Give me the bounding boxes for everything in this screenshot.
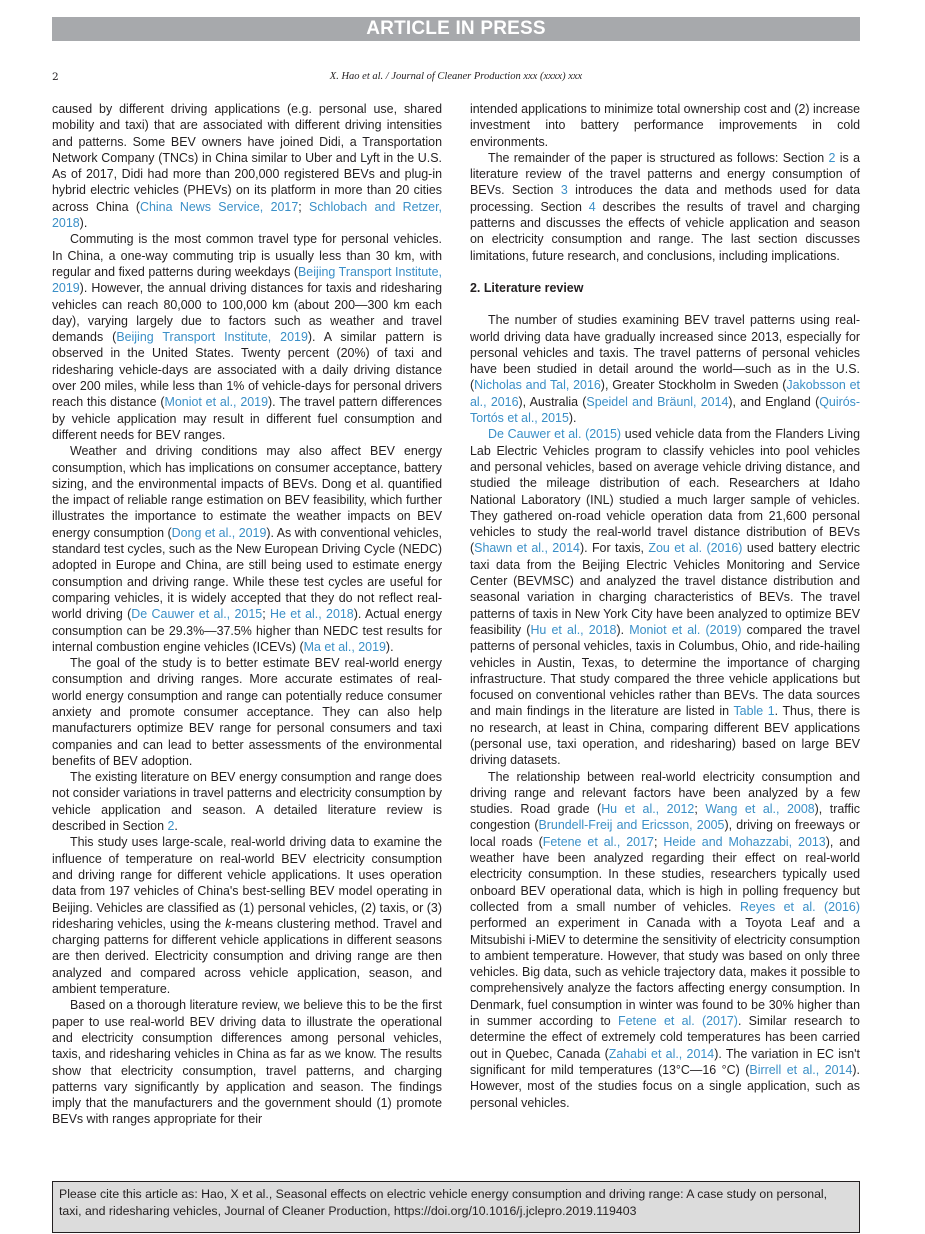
- citation-link[interactable]: Wang et al., 2008: [705, 802, 815, 817]
- paragraph: Based on a thorough literature review, we believe this to be the first paper to use real-world BEV driving data to illustrate the operational and electricity consumption differences among personal vehicles, taxis, and ridesharing vehicles in China as far as we know. The results show that electricity consumption, travel patterns, and charging patterns vary significantly by application and season. The findings imply that the manufacturers and the government should (1) promote BEVs with ranges appropriate for their: [52, 998, 442, 1127]
- citation-link[interactable]: China News Service, 2017: [139, 199, 299, 214]
- citation-link[interactable]: Beijing Transport Institute, 2019: [52, 264, 443, 296]
- citation-link[interactable]: He et al., 2018: [270, 607, 354, 622]
- paragraph: The remainder of the paper is structured as follows: Section 2 is a literature review of the travel patterns and energy consumption of BEVs. Section 3 introduces the data and methods used for data processing. Section 4 describes the results of travel and charging patterns and discusses the effects of vehicle application and season on electricity consumption and range. The last section discusses limitations, future research, and conclusions, including implications.: [470, 150, 861, 263]
- citation-link[interactable]: De Cauwer et al. (2015): [488, 427, 622, 442]
- paragraph: This study uses large-scale, real-world driving data to examine the influence of temperature on real-world BEV electricity consumption and driving range for different vehicle applications. It uses operation data from 197 vehicles of China's best-selling BEV model operating in Beijing. Vehicles are classified as (1) personal vehicles, (2) taxis, or (3) ridesharing vehicles, using the k-means clustering method. Travel and charging patterns for different vehicle applications in different seasons are then derived. Electricity consumption and driving range are then analyzed and compared across vehicle application, season, and ambient temperature.: [52, 835, 442, 997]
- citation-link[interactable]: Hu et al., 2012: [601, 802, 695, 817]
- section-link[interactable]: 3: [560, 183, 568, 198]
- citation-link[interactable]: De Cauwer et al., 2015: [131, 607, 263, 622]
- citation-link[interactable]: Beijing Transport Institute, 2019: [116, 330, 308, 345]
- paragraph: The relationship between real-world electricity consumption and driving range and relevant factors have been analyzed by a few studies. Road grade (Hu et al., 2012; Wang et al., 2008), traffic congestion (Brundell-Freij and Ericsson, 2005), driving on freeways or local roads (Fetene et al., 2017; Heide and Mohazzabi, 2013), and weather have been analyzed regarding their effect on real-world electricity consumption. In these studies, researchers typically used onboard BEV operational data, which is high in polling frequency but collected from a small number of vehicles. Reyes et al. (2016) performed an experiment in Canada with a Toyota Leaf and a Mitsubishi i-MiEV to determine the sensitivity of electricity consumption to ambient temperature. However, that study was based on only three vehicles. Big data, such as vehicle trajectory data, makes it possible to comprehensively analyze the factors affecting energy consumption. In Denmark, fuel consumption in winter was found to be 30% higher than in summer according to Fetene et al. (2017). Similar research to determine the effect of extremely cold temperatures has been carried out in Quebec, Canada (Zahabi et al., 2014). The variation in EC isn't significant for mild temperatures (13°C—16 °C) (Birrell et al., 2014). However, most of the studies focus on a single application, such as personal vehicles.: [470, 769, 861, 1110]
- section-link[interactable]: 2: [167, 819, 175, 834]
- table-link[interactable]: Table 1: [733, 704, 775, 719]
- citation-link[interactable]: Moniot et al., 2019: [164, 395, 269, 410]
- citation-link[interactable]: Moniot et al. (2019): [629, 622, 742, 637]
- citation-link[interactable]: Brundell-Freij and Ericsson, 2005: [538, 818, 725, 833]
- citation-link[interactable]: Jakobsson et al., 2016: [470, 378, 861, 409]
- citation-link[interactable]: Heide and Mohazzabi, 2013: [663, 834, 826, 849]
- citation-link[interactable]: Dong et al., 2019: [171, 525, 267, 540]
- running-head: [52, 71, 860, 89]
- citation-link[interactable]: Birrell et al., 2014: [749, 1062, 853, 1077]
- paragraph: Commuting is the most common travel type for personal vehicles. In China, a one-way commuting trip is usually less than 30 km, with regular and fixed patterns during weekdays (Beijing Transport Institute, 2019). However, the annual driving distances for taxis and ridesharing vehicles can reach 80,000 to 100,000 km (about 200—300 km each day), varying largely due to factors such as weather and travel demands (Beijing Transport Institute, 2019). A similar pattern is observed in the United States. Twenty percent (20%) of taxi and ridesharing vehicle-days are associated with a daily driving distance over 200 miles, while less than 1% of vehicle-days for personal drivers reach this distance (Moniot et al., 2019). The travel pattern differences by vehicle application may result in different fuel consumption and different needs for BEV ranges.: [52, 232, 443, 442]
- paragraph: intended applications to minimize total ownership cost and (2) increase investment into battery performance improvements in cold environments.: [470, 102, 860, 149]
- citation-link[interactable]: Fetene et al., 2017: [542, 834, 654, 849]
- citation-footer: Please cite this article as: Hao, X et al., Seasonal effects on electric vehicle energy consumption and driving range: A case study on personal, taxi, and ridesharing vehicles, Journal of Cleaner Production, https://doi.org/10.1016/j.jclepro.2019.119403: [52, 1181, 860, 1233]
- citation-link[interactable]: Zou et al. (2016): [648, 541, 743, 556]
- journal-citation-header: X. Hao et al. / Journal of Cleaner Production xxx (xxxx) xxx: [329, 71, 583, 82]
- citation-link[interactable]: Reyes et al. (2016): [739, 899, 860, 914]
- citation-link[interactable]: Speidel and Bräunl, 2014: [586, 394, 729, 409]
- article-in-press-banner: ARTICLE IN PRESS: [52, 17, 860, 41]
- section-heading: 2. Literature review: [470, 280, 584, 295]
- citation-link[interactable]: Ma et al., 2019: [303, 639, 386, 654]
- paragraph: The existing literature on BEV energy consumption and range does not consider variations in travel patterns and electricity consumption by vehicle application and season. A detailed literature review is described in Section 2.: [52, 770, 442, 834]
- citation-link[interactable]: Shawn et al., 2014: [474, 541, 580, 556]
- section-link[interactable]: 4: [588, 199, 596, 214]
- paragraph: Weather and driving conditions may also affect BEV energy consumption, which has implications on consumer acceptance, battery sizing, and the environmental impacts of BEVs. Dong et al. quantified the impact of reliable range estimation on BEV feasibility, which further illustrates the importance to estimate the weather impacts on BEV energy consumption (Dong et al., 2019). As with conventional vehicles, standard test cycles, such as the New European Driving Cycle (NEDC) adopted in Europe and China, are still being used to estimate energy consumption and driving range. While these test cycles are useful for comparing vehicles, it is widely accepted that they do not reflect real-world driving (De Cauwer et al., 2015; He et al., 2018). Actual energy consumption can be 29.3%—37.5% higher than NEDC test results for internal combustion engine vehicles (ICEVs) (Ma et al., 2019).: [52, 444, 442, 654]
- paragraph: The number of studies examining BEV travel patterns using real-world driving data have gradually increased since 2013, especially for personal vehicles and taxis. The travel patterns of personal vehicles have been studied in detail around the world—such as in the U.S. (Nicholas and Tal, 2016), Greater Stockholm in Sweden (Jakobsson et al., 2016), Australia (Speidel and Bräunl, 2014), and England (Quirós-Tortós et al., 2015).: [470, 313, 861, 426]
- citation-link[interactable]: Zahabi et al., 2014: [608, 1046, 715, 1061]
- paragraph: De Cauwer et al. (2015) used vehicle data from the Flanders Living Lab Electric Vehicles program to classify vehicles into pool vehicles and personal vehicles, based on average vehicle driving distance, and studied the mileage distribution of each. Researchers at Idaho National Laboratory (INL) studied a much larger sample of vehicles. They gathered on-road vehicle operation data from 21,600 personal vehicles to study the real-world travel distance distribution of BEVs (Shawn et al., 2014). For taxis, Zou et al. (2016) used battery electric taxi data from the Beijing Electric Vehicles Monitoring and Service Center (BEVMSC) and analyzed the travel distance distribution and seasonal variation in charging characteristics of BEVs. The travel patterns of taxis in New York City have been analyzed to optimize BEV feasibility (Hu et al., 2018). Moniot et al. (2019) compared the travel patterns of personal vehicles, taxis in Columbus, Ohio, and ride-hailing vehicles in Austin, Texas, to determine the importance of charging infrastructure. That study compared the three vehicle applications but focused on conventional vehicles rather than BEVs. The data sources and main findings in the literature are listed in Table 1. Thus, there is no research, at least in China, comparing different BEV applications (personal use, taxi operation, and ridesharing) based on large BEV driving datasets.: [470, 427, 860, 768]
- right-column: [470, 101, 860, 1111]
- paragraph: The goal of the study is to better estimate BEV real-world energy consumption and driving ranges. More accurate estimates of real-world energy consumption and range can potentially reduce consumer anxiety and promote consumer acceptance. They can also help manufacturers optimize BEV range for personal consumers and taxi companies and can lead to better assessments of the environmental benefits of BEV adoption.: [52, 656, 442, 768]
- page-number: 2: [52, 71, 59, 83]
- citation-link[interactable]: Nicholas and Tal, 2016: [474, 378, 601, 393]
- citation-link[interactable]: Fetene et al. (2017): [617, 1014, 738, 1029]
- citation-link[interactable]: Schlobach and Retzer, 2018: [52, 199, 442, 231]
- left-column: [52, 101, 442, 1128]
- section-link[interactable]: 2: [828, 150, 836, 165]
- citation-link[interactable]: Quirós-Tortós et al., 2015: [470, 394, 861, 426]
- paragraph: caused by different driving applications (e.g. personal use, shared mobility and taxi) that are associated with different driving intensities and patterns. Some BEV owners have joined Didi, a Transportation Network Company (TNCs) in China similar to Uber and Lyft in the U.S. As of 2017, Didi had more than 200,000 registered BEVs and plug-in hybrid electric vehicles (PHEVs) on its platform in more than 20 cities across China (China News Service, 2017; Schlobach and Retzer, 2018).: [52, 102, 442, 231]
- citation-link[interactable]: Hu et al., 2018: [530, 622, 617, 637]
